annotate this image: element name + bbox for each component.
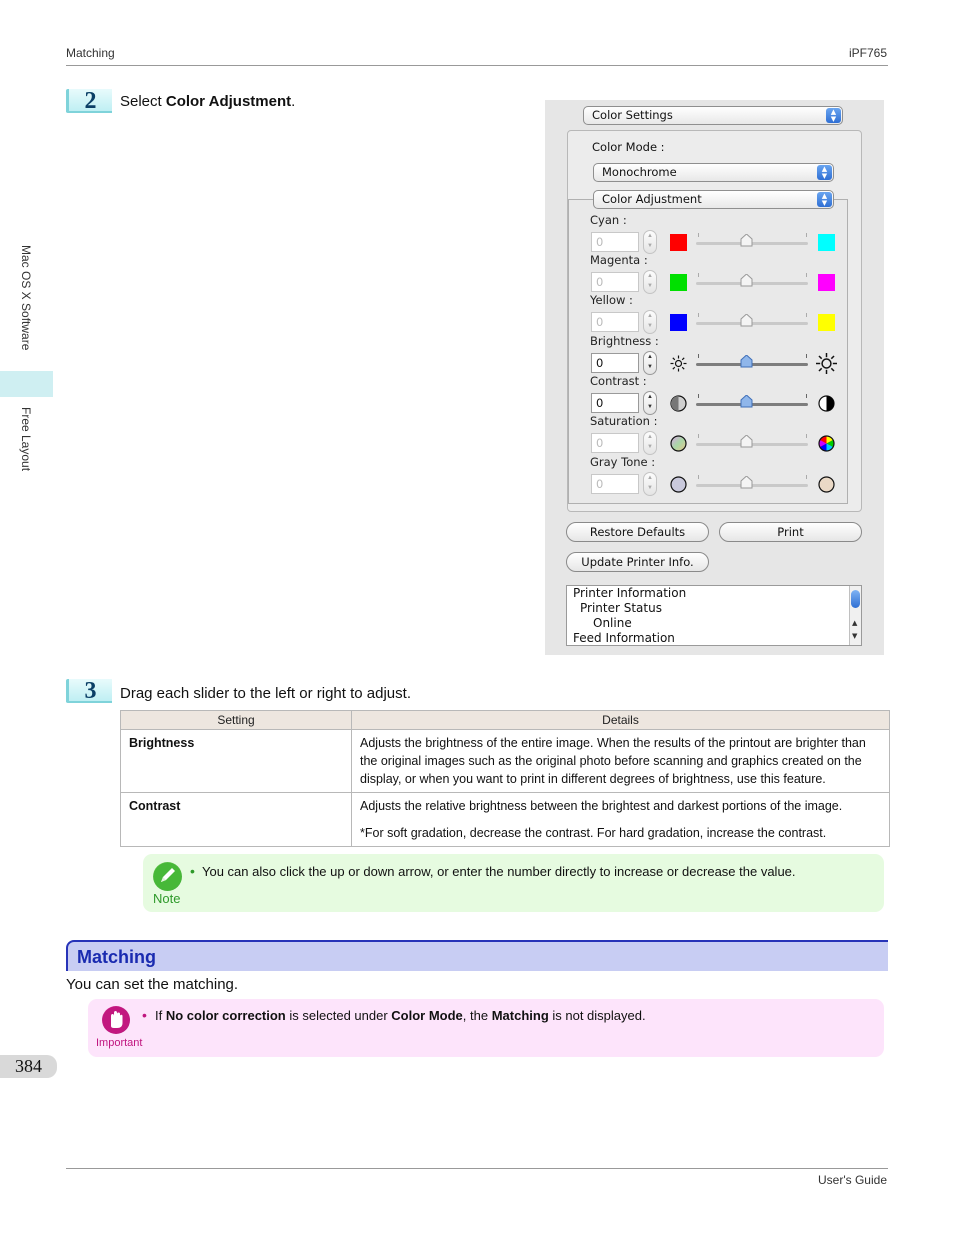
gray-tone-field[interactable]: 0 xyxy=(591,474,639,494)
color-settings-popup-label: Color Settings xyxy=(592,108,673,122)
cyan-label: Cyan : xyxy=(590,213,627,227)
setting-cell: Contrast xyxy=(121,793,352,847)
brightness-label: Brightness : xyxy=(590,334,659,348)
note-box xyxy=(143,854,884,912)
magenta-field[interactable]: 0 xyxy=(591,272,639,292)
popup-arrows-icon: ▲ ▼ xyxy=(817,165,832,180)
yellow-field[interactable]: 0 xyxy=(591,312,639,332)
sidebar-tab-highlight xyxy=(0,371,53,397)
contrast-stepper[interactable]: ▲ ▼ xyxy=(643,391,657,415)
details-text: Adjusts the relative brightness between the brightest and darkest portions of the image. xyxy=(360,799,843,813)
important-label: Important xyxy=(96,1037,143,1049)
brightness-slider-thumb[interactable] xyxy=(740,355,753,368)
slider-tick xyxy=(698,273,699,277)
header-rule xyxy=(66,65,888,66)
saturation-row xyxy=(590,414,840,454)
slider-tick xyxy=(698,394,699,398)
section-title: Matching xyxy=(77,947,156,967)
note-pencil-icon xyxy=(153,862,182,891)
yellow-swatch-icon xyxy=(818,314,835,331)
table-header-details: Details xyxy=(352,711,890,730)
gray-tone-row xyxy=(590,455,840,495)
details-cell xyxy=(352,793,890,847)
slider-tick xyxy=(806,354,807,358)
important-text xyxy=(155,1008,646,1023)
list-item[interactable]: Printer Information xyxy=(573,586,687,600)
cyan-stepper[interactable]: ▲ ▼ xyxy=(643,230,657,254)
list-item[interactable]: Printer Status xyxy=(580,601,662,615)
slider-tick xyxy=(806,434,807,438)
yellow-label: Yellow : xyxy=(590,293,633,307)
step-3-text: Drag each slider to the left or right to adjust. xyxy=(120,685,411,702)
blue-swatch-icon xyxy=(670,314,687,331)
details-note: *For soft gradation, decrease the contrast. For hard gradation, increase the contrast. xyxy=(360,826,827,840)
low-saturation-icon xyxy=(670,435,687,452)
popup-arrows-icon: ▲ ▼ xyxy=(826,108,841,123)
step-2-text-suffix: . xyxy=(291,93,296,110)
step-2-text xyxy=(120,93,295,110)
slider-tick xyxy=(806,475,807,479)
printer-info-list[interactable] xyxy=(566,585,862,646)
slider-tick xyxy=(698,233,699,237)
note-label: Note xyxy=(153,891,181,906)
color-mode-popup[interactable] xyxy=(593,163,834,182)
saturation-label: Saturation : xyxy=(590,414,658,428)
table-row xyxy=(121,730,890,793)
warm-gray-icon xyxy=(818,476,835,493)
sidebar-section-label: Free Layout xyxy=(19,407,33,472)
scroll-up-arrow-icon[interactable]: ▲ xyxy=(852,619,858,627)
high-saturation-icon xyxy=(818,435,835,452)
gray-tone-stepper[interactable]: ▲ ▼ xyxy=(643,472,657,496)
gray-tone-label: Gray Tone : xyxy=(590,455,656,469)
list-item[interactable]: Feed Information xyxy=(573,631,675,645)
important-bullet: • xyxy=(142,1007,147,1023)
slider-tick xyxy=(806,233,807,237)
high-contrast-icon xyxy=(818,395,835,412)
yellow-stepper[interactable]: ▲ ▼ xyxy=(643,310,657,334)
note-bullet: • xyxy=(190,863,195,879)
section-body: You can set the matching. xyxy=(66,976,239,993)
contrast-slider-thumb[interactable] xyxy=(740,395,753,408)
list-item[interactable]: Online xyxy=(593,616,632,630)
page-number: 384 xyxy=(0,1055,57,1078)
popup-arrows-icon: ▲ ▼ xyxy=(817,192,832,207)
update-printer-info-button[interactable]: Update Printer Info. xyxy=(566,552,709,572)
green-swatch-icon xyxy=(670,274,687,291)
running-header-right: iPF765 xyxy=(848,46,887,60)
important-text-part: is not displayed. xyxy=(548,1008,646,1023)
important-text-part: is selected under xyxy=(285,1008,392,1023)
section-heading xyxy=(66,940,888,971)
contrast-field[interactable]: 0 xyxy=(591,393,639,413)
brightness-row xyxy=(590,334,840,374)
important-text-bold: Color Mode xyxy=(391,1008,463,1023)
magenta-slider-thumb[interactable] xyxy=(740,274,753,287)
scrollbar-thumb[interactable] xyxy=(851,590,860,608)
color-mode-label: Color Mode : xyxy=(592,140,665,154)
list-scrollbar[interactable] xyxy=(849,586,861,645)
print-button[interactable]: Print xyxy=(719,522,862,542)
color-settings-popup[interactable] xyxy=(583,106,843,125)
color-settings-dialog-screenshot xyxy=(545,100,884,655)
sidebar-chapter-label: Mac OS X Software xyxy=(19,245,33,351)
slider-tick xyxy=(806,273,807,277)
saturation-stepper[interactable]: ▲ ▼ xyxy=(643,431,657,455)
color-adjustment-popup[interactable] xyxy=(593,190,834,209)
slider-tick xyxy=(806,313,807,317)
table-header-row xyxy=(121,711,890,730)
step-2-badge: 2 xyxy=(66,89,112,113)
important-text-bold: No color correction xyxy=(165,1008,286,1023)
important-text-bold: Matching xyxy=(491,1008,549,1023)
cool-gray-icon xyxy=(670,476,687,493)
color-adjustment-popup-label: Color Adjustment xyxy=(602,192,702,206)
dim-sun-icon xyxy=(670,355,687,372)
cyan-slider-thumb[interactable] xyxy=(740,234,753,247)
saturation-field[interactable]: 0 xyxy=(591,433,639,453)
contrast-row xyxy=(590,374,840,414)
yellow-slider-thumb[interactable] xyxy=(740,314,753,327)
slider-tick xyxy=(698,313,699,317)
settings-table xyxy=(120,710,890,847)
bright-sun-icon xyxy=(816,353,837,374)
saturation-slider-thumb[interactable] xyxy=(740,435,753,448)
magenta-label: Magenta : xyxy=(590,253,648,267)
step-3-badge: 3 xyxy=(66,679,112,703)
red-swatch-icon xyxy=(670,234,687,251)
details-cell: Adjusts the brightness of the entire image. When the results of the printout are brighter than the original images such as the original photo before scanning and graphics created on the display, or when you want to print in different degrees of brightness, use this feature. xyxy=(352,730,890,793)
important-text-part: , the xyxy=(462,1008,492,1023)
scroll-down-arrow-icon[interactable]: ▼ xyxy=(852,632,858,640)
cyan-field[interactable]: 0 xyxy=(591,232,639,252)
running-header-left: Matching xyxy=(66,46,115,60)
setting-cell: Brightness xyxy=(121,730,352,793)
contrast-label: Contrast : xyxy=(590,374,647,388)
brightness-stepper[interactable]: ▲ ▼ xyxy=(643,351,657,375)
important-box xyxy=(88,999,884,1057)
note-text: You can also click the up or down arrow, or enter the number directly to increase or decrease the value. xyxy=(202,864,796,879)
brightness-field[interactable]: 0 xyxy=(591,353,639,373)
magenta-row xyxy=(590,253,840,293)
restore-defaults-button[interactable]: Restore Defaults xyxy=(566,522,709,542)
cyan-row xyxy=(590,213,840,253)
table-header-setting: Setting xyxy=(121,711,352,730)
important-hand-icon xyxy=(102,1006,130,1034)
color-mode-value: Monochrome xyxy=(602,165,677,179)
table-row xyxy=(121,793,890,847)
cyan-swatch-icon xyxy=(818,234,835,251)
step-2-text-prefix: Select xyxy=(120,93,166,110)
step-2-text-bold: Color Adjustment xyxy=(165,93,292,110)
low-contrast-icon xyxy=(670,395,687,412)
slider-tick xyxy=(698,475,699,479)
slider-tick xyxy=(698,354,699,358)
slider-tick xyxy=(806,394,807,398)
slider-tick xyxy=(698,434,699,438)
running-footer-right: User's Guide xyxy=(818,1173,887,1187)
yellow-row xyxy=(590,293,840,333)
magenta-swatch-icon xyxy=(818,274,835,291)
gray-tone-slider-thumb[interactable] xyxy=(740,476,753,489)
footer-rule xyxy=(66,1168,888,1169)
magenta-stepper[interactable]: ▲ ▼ xyxy=(643,270,657,294)
important-text-part: If xyxy=(155,1008,166,1023)
